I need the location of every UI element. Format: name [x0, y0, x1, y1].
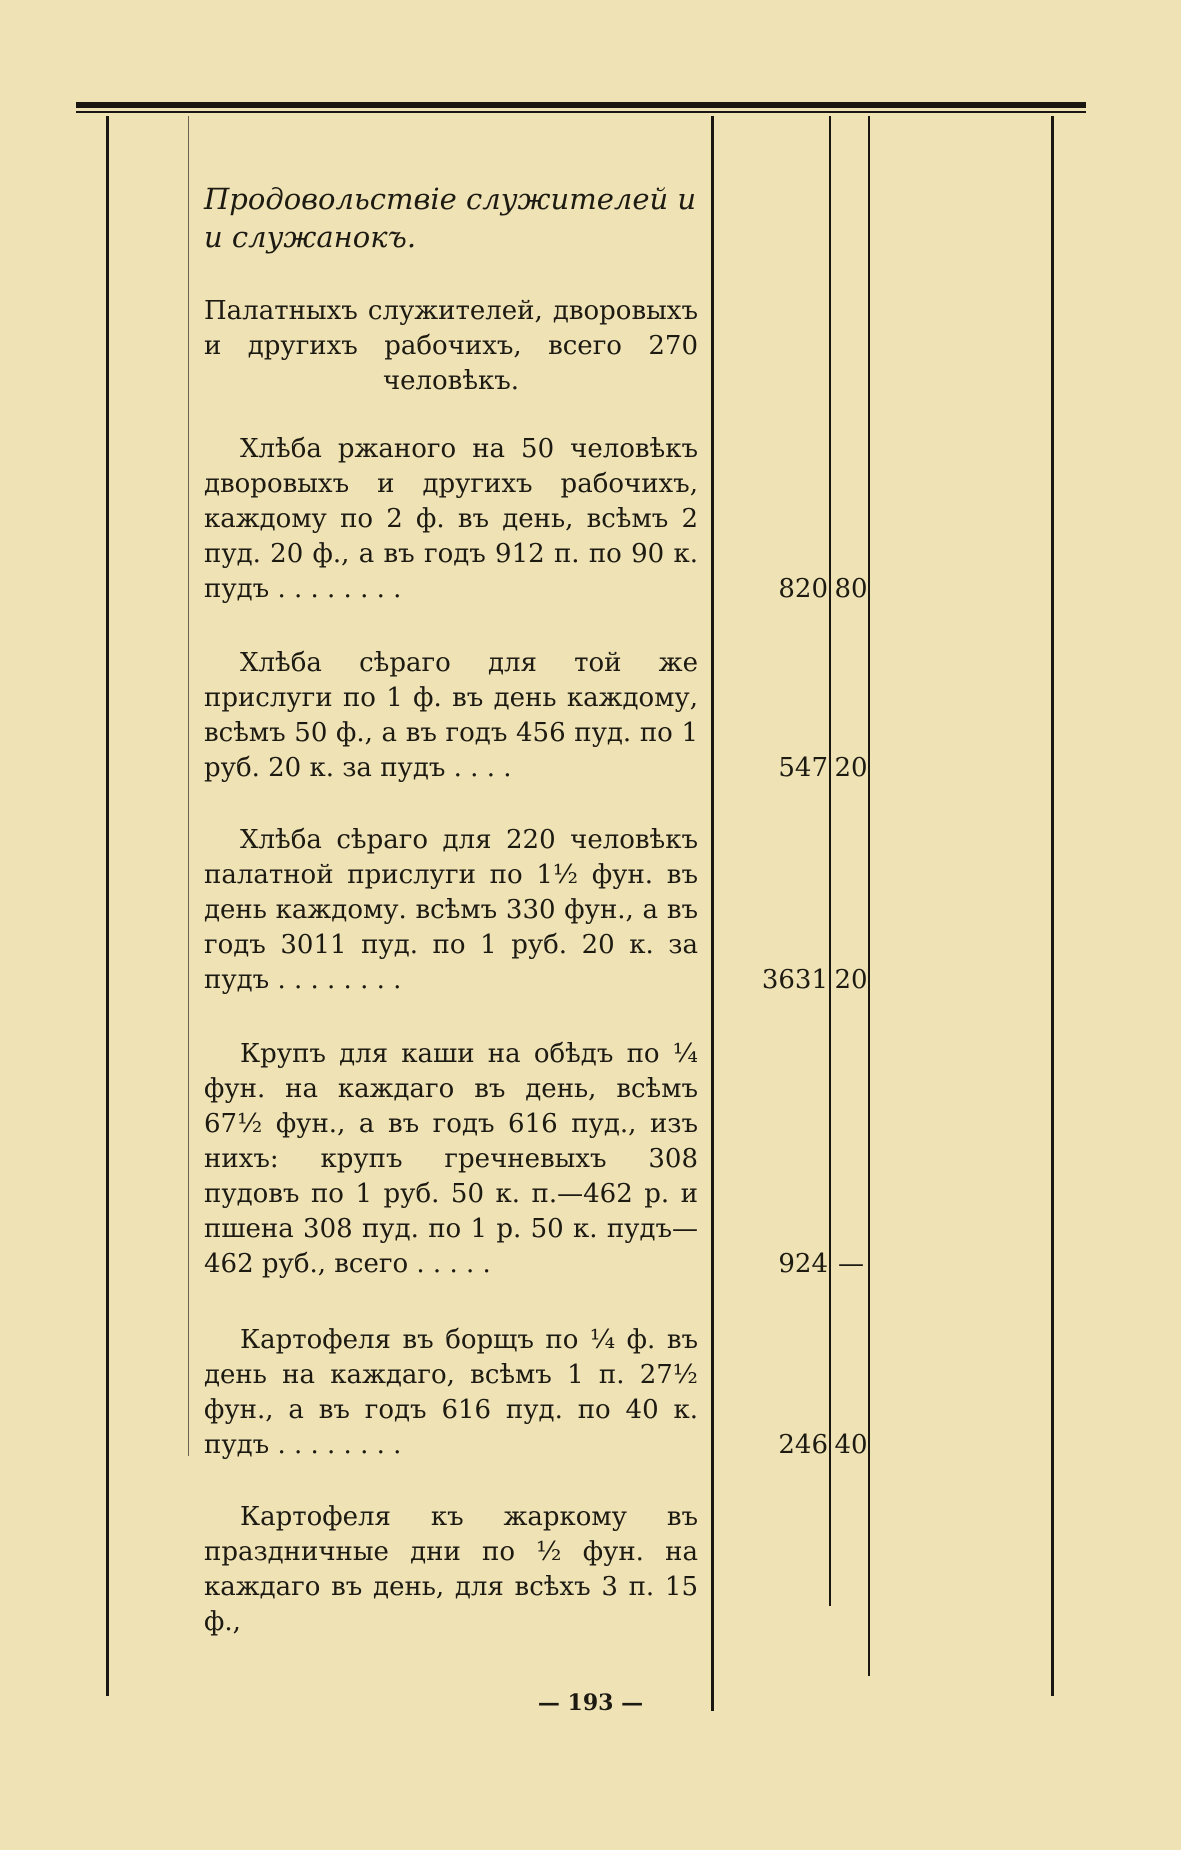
- entry-text: Хлѣба сѣраго для 220 человѣкъ палатной прислуги по 1½ фун. въ день каждому. всѣмъ 330 фун., а въ годъ 3011 пуд. по 1 руб. 20 к. за пудъ . . . . . . . .: [204, 825, 698, 995]
- column-rule: [188, 116, 189, 1456]
- intro-paragraph: [204, 294, 698, 399]
- ledger-entry: [204, 646, 698, 786]
- kopecks-amount: 20: [834, 965, 868, 995]
- column-rule: [106, 116, 109, 1696]
- kopecks-amount: —: [838, 1249, 864, 1279]
- column-rule: [829, 116, 831, 1606]
- kopecks-amount: 40: [834, 1430, 868, 1460]
- rubles-amount: 246: [778, 1430, 828, 1460]
- rubles-amount: 3631: [761, 965, 828, 995]
- kopecks-amount: 80: [834, 574, 868, 604]
- entry-text: Хлѣба ржаного на 50 человѣкъ дворовыхъ и другихъ рабочихъ, каждому по 2 ф. въ день, всѣмъ 2 пуд. 20 ф., а въ годъ 912 п. по 90 к. пудъ . . . . . . . .: [204, 434, 698, 604]
- entry-text: Крупъ для каши на обѣдъ по ¼ фун. на каждаго въ день, всѣмъ 67½ фун., а въ годъ 616 пуд., изъ нихъ: крупъ гречневыхъ 308 пудовъ по 1 руб. 50 к. п.—462 р. и пшена 308 пуд. по 1 р. 50 к. пудъ—462 руб., всего . . . . .: [204, 1039, 698, 1279]
- column-rule: [711, 116, 714, 1711]
- ledger-entry: [204, 823, 698, 998]
- kopecks-amount: 20: [834, 753, 868, 783]
- ledger-entry: [204, 1500, 698, 1640]
- ledger-entry: [204, 1323, 698, 1463]
- rubles-amount: 547: [778, 753, 828, 783]
- entry-text: Картофеля въ борщъ по ¼ ф. въ день на каждаго, всѣмъ 1 п. 27½ фун., а въ годъ 616 пуд. по 40 к. пудъ . . . . . . . .: [204, 1325, 698, 1460]
- ledger-entry: [204, 1037, 698, 1282]
- rubles-amount: 924: [778, 1249, 828, 1279]
- section-title: Продовольствіе служителей и и служанокъ.: [204, 182, 697, 254]
- intro-text: Палатныхъ служителей, дворовыхъ и другихъ рабочихъ, всего 270 человѣкъ.: [204, 296, 698, 396]
- page-number: — 193 —: [537, 1690, 644, 1716]
- rubles-amount: 820: [778, 574, 828, 604]
- ledger-entry: [204, 432, 698, 607]
- column-rule: [1051, 116, 1054, 1696]
- top-rule-thick: [76, 102, 1086, 108]
- entry-text: Хлѣба сѣраго для той же прислуги по 1 ф. въ день каждому, всѣмъ 50 ф., а въ годъ 456 пуд. по 1 руб. 20 к. за пудъ . . . .: [204, 648, 698, 783]
- entry-text: Картофеля къ жаркому въ праздничные дни по ½ фун. на каждаго въ день, для всѣхъ 3 п. 15 ф.,: [204, 1502, 698, 1637]
- top-rule-thin: [76, 111, 1086, 113]
